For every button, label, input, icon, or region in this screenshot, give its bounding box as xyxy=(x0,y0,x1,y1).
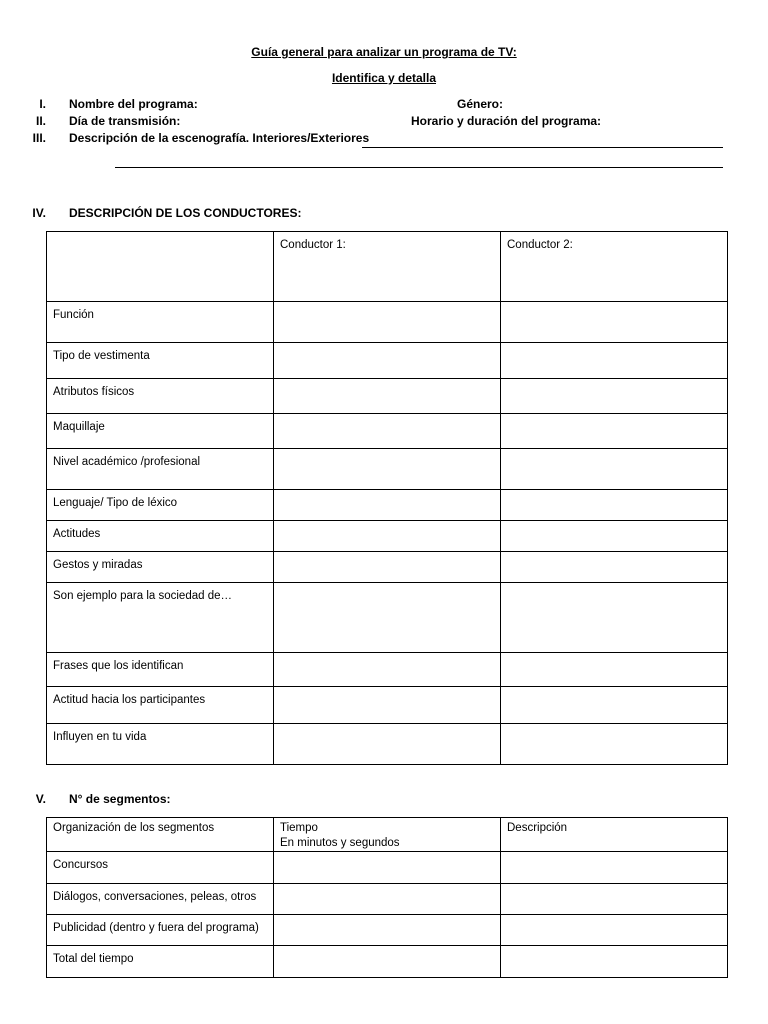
answer-cell[interactable] xyxy=(274,653,501,687)
answer-cell[interactable] xyxy=(501,946,728,978)
answer-cell[interactable] xyxy=(274,687,501,724)
header-cell-description: Descripción xyxy=(501,818,728,852)
answer-cell[interactable] xyxy=(501,724,728,765)
table-row xyxy=(47,379,728,414)
table-row xyxy=(47,653,728,687)
table-row xyxy=(47,724,728,765)
broadcast-day-label: Día de transmisión: xyxy=(69,114,181,128)
answer-cell[interactable] xyxy=(274,521,501,552)
time-header-line-2: En minutos y segundos xyxy=(280,837,400,849)
answer-cell[interactable] xyxy=(501,414,728,449)
answer-cell[interactable] xyxy=(501,449,728,490)
table-row xyxy=(47,552,728,583)
row-label: Tipo de vestimenta xyxy=(47,343,274,379)
table-row xyxy=(47,583,728,653)
answer-line-2[interactable] xyxy=(115,167,723,168)
table-row xyxy=(47,343,728,379)
answer-line-1[interactable] xyxy=(362,147,723,148)
table-row xyxy=(47,521,728,552)
table-header-row xyxy=(47,818,728,852)
answer-cell[interactable] xyxy=(274,414,501,449)
row-label: Frases que los identifican xyxy=(47,653,274,687)
table-row xyxy=(47,302,728,343)
table-row xyxy=(47,852,728,884)
page-subtitle: Identifica y detalla xyxy=(331,71,437,85)
answer-cell[interactable] xyxy=(501,343,728,379)
genre-label: Género: xyxy=(457,97,504,111)
header-cell-time xyxy=(274,818,501,852)
numeral-5: V. xyxy=(35,792,46,806)
row-label: Publicidad (dentro y fuera del programa) xyxy=(47,915,274,946)
answer-cell[interactable] xyxy=(274,915,501,946)
header-cell-conductor-1: Conductor 1: xyxy=(274,232,501,302)
answer-cell[interactable] xyxy=(274,343,501,379)
header-cell-empty xyxy=(47,232,274,302)
numeral-2: II. xyxy=(35,114,46,128)
row-label: Actitud hacia los participantes xyxy=(47,687,274,724)
table-row xyxy=(47,915,728,946)
hosts-table xyxy=(46,231,728,765)
answer-cell[interactable] xyxy=(501,490,728,521)
answer-cell[interactable] xyxy=(274,946,501,978)
answer-cell[interactable] xyxy=(274,490,501,521)
numeral-4: IV. xyxy=(32,206,46,220)
header-cell-organization: Organización de los segmentos xyxy=(47,818,274,852)
answer-cell[interactable] xyxy=(274,583,501,653)
row-label: Maquillaje xyxy=(47,414,274,449)
answer-cell[interactable] xyxy=(501,687,728,724)
answer-cell[interactable] xyxy=(274,379,501,414)
answer-cell[interactable] xyxy=(501,852,728,884)
answer-cell[interactable] xyxy=(274,852,501,884)
answer-cell[interactable] xyxy=(501,884,728,915)
answer-cell[interactable] xyxy=(274,884,501,915)
schedule-label: Horario y duración del programa: xyxy=(411,114,602,128)
table-header-row xyxy=(47,232,728,302)
answer-cell[interactable] xyxy=(501,915,728,946)
answer-cell[interactable] xyxy=(501,653,728,687)
answer-cell[interactable] xyxy=(274,302,501,343)
row-label: Actitudes xyxy=(47,521,274,552)
hosts-heading: DESCRIPCIÓN DE LOS CONDUCTORES: xyxy=(69,206,302,220)
table-row xyxy=(47,490,728,521)
numeral-3: III. xyxy=(32,131,46,145)
table-row xyxy=(47,687,728,724)
row-label: Concursos xyxy=(47,852,274,884)
table-row xyxy=(47,946,728,978)
row-label: Total del tiempo xyxy=(47,946,274,978)
row-label: Diálogos, conversaciones, peleas, otros xyxy=(47,884,274,915)
program-name-label: Nombre del programa: xyxy=(69,97,198,111)
segments-heading: N° de segmentos: xyxy=(69,792,171,806)
answer-cell[interactable] xyxy=(501,302,728,343)
numeral-1: I. xyxy=(39,97,46,111)
answer-cell[interactable] xyxy=(274,724,501,765)
answer-cell[interactable] xyxy=(501,379,728,414)
segments-table xyxy=(46,817,728,978)
answer-cell[interactable] xyxy=(501,583,728,653)
answer-cell[interactable] xyxy=(274,449,501,490)
row-label: Función xyxy=(47,302,274,343)
table-row xyxy=(47,449,728,490)
row-label: Lenguaje/ Tipo de léxico xyxy=(47,490,274,521)
page-title: Guía general para analizar un programa de TV: xyxy=(251,45,517,59)
row-label: Influyen en tu vida xyxy=(47,724,274,765)
table-row xyxy=(47,414,728,449)
row-label: Atributos físicos xyxy=(47,379,274,414)
row-label: Son ejemplo para la sociedad de… xyxy=(47,583,274,653)
table-row xyxy=(47,884,728,915)
answer-cell[interactable] xyxy=(274,552,501,583)
scenography-label: Descripción de la escenografía. Interiores/Exteriores xyxy=(69,131,370,145)
answer-cell[interactable] xyxy=(501,552,728,583)
row-label: Gestos y miradas xyxy=(47,552,274,583)
row-label: Nivel académico /profesional xyxy=(47,449,274,490)
answer-cell[interactable] xyxy=(501,521,728,552)
header-cell-conductor-2: Conductor 2: xyxy=(501,232,728,302)
time-header-line-1: Tiempo xyxy=(280,822,318,834)
